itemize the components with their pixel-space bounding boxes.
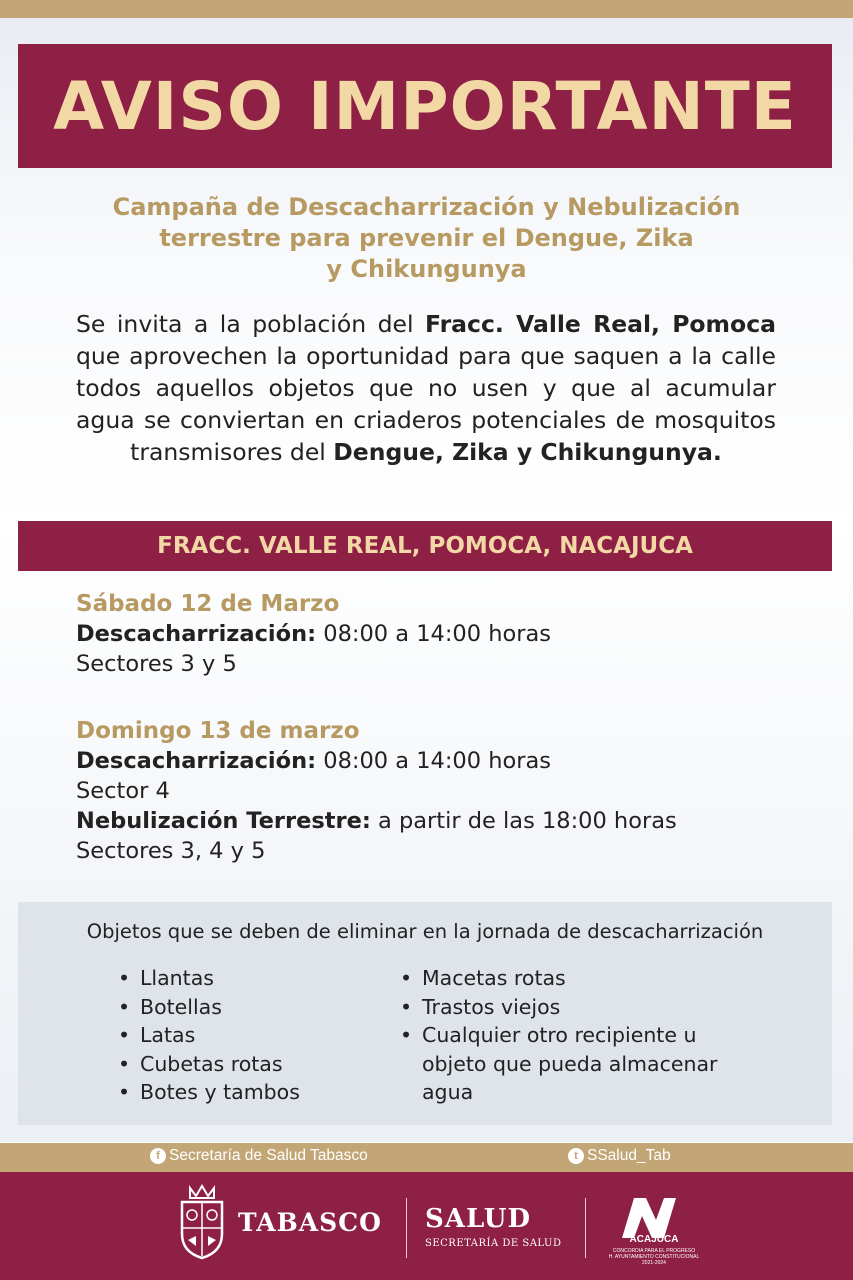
intro-paragraph	[76, 308, 776, 468]
tabasco-wordmark: TABASCO	[238, 1208, 382, 1237]
salud-wordmark: SALUD	[425, 1204, 532, 1234]
list-item: • Cubetas rotas	[118, 1050, 378, 1079]
twitter-icon: t	[568, 1148, 584, 1164]
objects-box	[18, 902, 832, 1125]
intro-location: Fracc. Valle Real, Pomoca	[425, 310, 776, 338]
nacajuca-subtitle	[596, 1248, 712, 1266]
footer-divider-1	[406, 1198, 407, 1258]
objects-list-right	[400, 964, 750, 1107]
location-text: FRACC. VALLE REAL, POMOCA, NACAJUCA	[157, 533, 693, 559]
title-banner	[18, 44, 832, 168]
day-2-activity-1-label: Descacharrización:	[76, 748, 317, 774]
social-strip	[0, 1143, 853, 1172]
twitter-handle: SSalud_Tab	[587, 1147, 671, 1164]
campaign-line-3: y Chikungunya	[326, 255, 527, 283]
twitter-link[interactable]	[568, 1147, 671, 1165]
footer-divider-2	[585, 1198, 586, 1258]
page-title: AVISO IMPORTANTE	[53, 67, 797, 145]
day-2-activity-2-sectors: Sectores 3, 4 y 5	[76, 838, 266, 864]
intro-text-2: que aprovechen la oportunidad para que saquen a la calle todos aquellos objetos que no usen y que al acumular agua se conviertan en criaderos potenciales de mosquitos transmisores del	[76, 342, 776, 466]
campaign-line-1: Campaña de Descacharrización y Nebulización	[112, 193, 741, 221]
intro-text-1: Se invita a la población del	[76, 310, 426, 338]
objects-title: Objetos que se deben de eliminar en la jornada de descacharrización	[86, 920, 764, 943]
nacajuca-ayuntamiento: H. AYUNTAMIENTO CONSTITUCIONAL	[608, 1254, 700, 1260]
list-item: • Botes y tambos	[118, 1078, 378, 1107]
day-2-activity-1-sectors: Sector 4	[76, 778, 170, 804]
nacajuca-wordmark: ACAJUCA	[629, 1234, 679, 1245]
list-item: • Llantas	[118, 964, 378, 993]
list-item: • Cualquier otro recipiente u objeto que pueda almacenar agua	[400, 1021, 750, 1107]
day-2-activity-2-label: Nebulización Terrestre:	[76, 808, 371, 834]
day-1-activity	[76, 619, 796, 649]
list-item: • Trastos viejos	[400, 993, 750, 1022]
facebook-name: Secretaría de Salud Tabasco	[169, 1147, 368, 1164]
facebook-link[interactable]	[150, 1147, 368, 1165]
day-2-activity-2	[76, 806, 796, 836]
list-item: • Botellas	[118, 993, 378, 1022]
day-1-activity-time: 08:00 a 14:00 horas	[316, 621, 551, 647]
day-1-activity-label: Descacharrización:	[76, 621, 317, 647]
top-gold-strip	[0, 0, 853, 18]
list-item: • Latas	[118, 1021, 378, 1050]
tabasco-crest-icon	[176, 1184, 228, 1262]
day-2-activity-2-time: a partir de las 18:00 horas	[370, 808, 677, 834]
day-2-activity-1	[76, 746, 796, 776]
day-2-activity-1-time: 08:00 a 14:00 horas	[316, 748, 551, 774]
campaign-line-2: terrestre para prevenir el Dengue, Zika	[159, 224, 694, 252]
nacajuca-period: 2021-2024	[642, 1260, 666, 1266]
schedule-day-1	[76, 589, 796, 679]
salud-subtitle: SECRETARÍA DE SALUD	[425, 1238, 562, 1249]
day-1-sectors: Sectores 3 y 5	[76, 651, 237, 677]
day-1-date: Sábado 12 de Marzo	[76, 591, 340, 617]
objects-list-left	[118, 964, 378, 1107]
campaign-heading	[60, 192, 793, 285]
facebook-icon: f	[150, 1148, 166, 1164]
footer-logos	[0, 1172, 853, 1280]
schedule-day-2	[76, 716, 796, 866]
location-banner	[18, 521, 832, 571]
day-2-date: Domingo 13 de marzo	[76, 718, 360, 744]
list-item: • Macetas rotas	[400, 964, 750, 993]
nacajuca-slogan: CONCORDIA PARA EL PROGRESO	[612, 1248, 696, 1254]
intro-diseases: Dengue, Zika y Chikungunya.	[333, 438, 722, 466]
